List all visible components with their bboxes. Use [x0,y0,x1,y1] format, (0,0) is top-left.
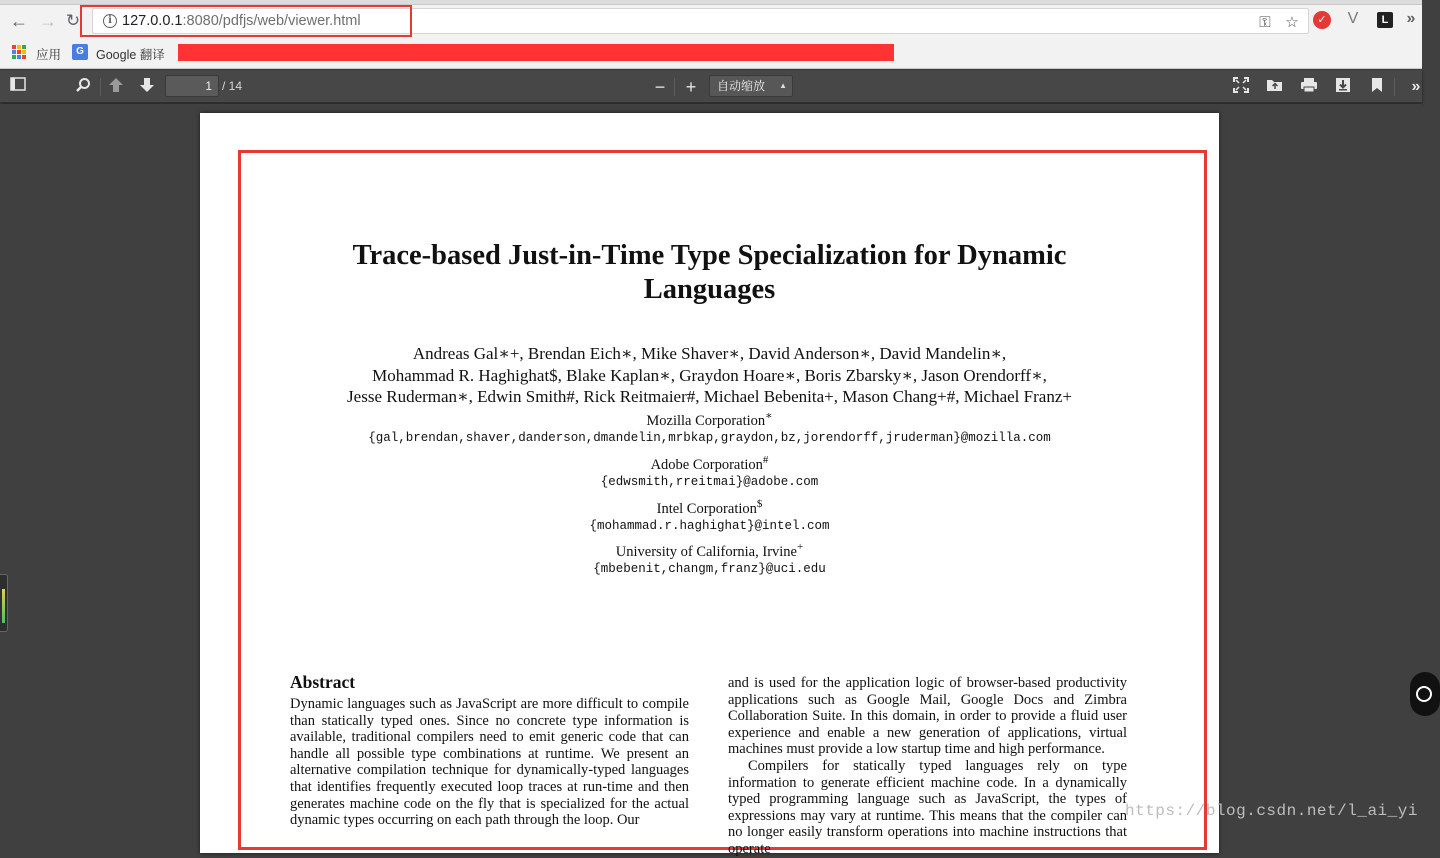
page-number-input[interactable]: 1 [165,75,219,97]
bookmark-apps[interactable]: 应用 [36,48,62,62]
extension-v-icon[interactable]: V [1347,10,1359,27]
body-paragraph: and is used for the application logic of browser-based productivity applications such as Google Mail, Google Docs and Zimbra Collaboration Suite. In this domain, in order to provide a fluid user experience and enable a new generation of applications, virtual machines must provide a low startup time and high performance. [728,675,1127,758]
toolbar-separator [100,78,101,96]
abstract-paragraph: Dynamic languages such as JavaScript are more difficult to compile than statically typed ones. Since no concrete type information is available, traditional compilers need to emit generic code that can handle all possible type combinations at runtime. We present an alternative compilation technique for dynamically-typed languages that identifies frequently executed loop traces at run-time and then generates machine code on the fly that is specialized for the actual dynamic types occurring on each path through the loop. Our [290,696,689,829]
google-translate-icon[interactable]: G [72,44,88,60]
paper-title [200,239,1219,307]
extension-l-icon[interactable]: L [1377,12,1393,28]
bookmark-icon[interactable] [1367,77,1387,97]
paper-title-line2: Languages [643,274,776,305]
abstract-heading: Abstract [290,672,356,692]
affiliation-name: Intel Corporation$ [656,498,763,517]
download-icon[interactable] [1333,77,1353,97]
chevron-updown-icon: ▲ [779,81,787,90]
zoom-out-button[interactable]: − [654,77,666,97]
pdf-page [200,113,1219,857]
pdf-viewer-container[interactable] [0,104,1422,857]
floating-circle-button[interactable] [1410,672,1440,716]
zoom-in-button[interactable]: + [685,77,697,97]
affiliation-email: {mohammad.r.haghighat}@intel.com [589,519,830,533]
more-extensions-icon[interactable]: » [1406,10,1416,27]
author-line: Andreas Gal∗+, Brendan Eich∗, Mike Shaver∗, David Anderson∗, David Mandelin∗, [412,344,1007,363]
watermark-text: https://blog.csdn.net/l_ai_yi [1125,802,1418,820]
affiliation-name: University of California, Irvine+ [615,541,804,560]
extension-red-icon[interactable]: ✓ [1313,11,1331,29]
side-panel-handle[interactable] [0,574,8,632]
star-icon[interactable]: ☆ [1285,14,1299,31]
url-path: :8080/pdfjs/web/viewer.html [182,13,361,29]
affiliation-name: Adobe Corporation# [650,454,769,473]
author-line: Jesse Ruderman∗, Edwin Smith#, Rick Reitmaier#, Michael Bebenita+, Mason Chang+#, Michael Franz+ [347,387,1072,406]
reload-icon[interactable]: ↻ [65,11,81,30]
intro-column [728,675,1127,858]
zoom-select[interactable] [709,75,793,97]
author-list [200,343,1219,408]
abstract-body [290,696,689,829]
body-paragraph: Compilers for statically typed languages rely on type information to generate efficient machine code. In a dynamically typed programming language such as JavaScript, the types of expressions may vary at runtime. This means that the compiler can no longer easily transform operations into machine instructions that operate [728,757,1127,857]
affiliation-email: {gal,brendan,shaver,danderson,dmandelin,mrbkap,graydon,bz,jorendorff,jruderman}@mozilla.com [368,431,1051,445]
bookmarks-bar [0,38,1422,69]
toolbar-separator [1394,78,1395,96]
forward-arrow-icon[interactable]: → [39,11,57,31]
info-icon[interactable]: i [103,14,117,28]
bookmark-google-translate[interactable]: Google 翻译 [96,48,165,62]
url-annotation-box [80,5,412,37]
affiliation-email: {mbebenit,changm,franz}@uci.edu [593,562,826,576]
back-arrow-icon[interactable]: ← [10,11,28,31]
key-icon[interactable]: ⚿ [1259,14,1271,31]
tools-menu-icon[interactable]: » [1411,78,1421,95]
zoom-select-value: 自动缩放 [717,79,766,93]
page-count: / 14 [222,79,243,93]
print-icon[interactable] [1299,77,1319,97]
paper-title-line1: Trace-based Just-in-Time Type Specialization for Dynamic [352,240,1067,271]
sidebar-toggle-icon[interactable] [8,77,28,97]
redacted-bookmarks [178,44,894,61]
author-line: Mohammad R. Haghighat$, Blake Kaplan∗, Graydon Hoare∗, Boris Zbarsky∗, Jason Orendorff∗, [372,365,1047,385]
url-host: 127.0.0.1 [122,13,183,29]
open-file-icon[interactable] [1265,77,1285,97]
affiliation-email: {edwsmith,rreitmai}@adobe.com [600,475,819,489]
apps-grid-icon[interactable] [12,45,26,59]
pdf-toolbar [0,70,1422,103]
address-toolbar [0,5,1422,38]
search-icon[interactable] [73,77,93,97]
toolbar-separator [674,78,675,96]
next-page-icon[interactable] [137,77,157,97]
affiliation-name: Mozilla Corporation∗ [646,410,773,429]
previous-page-icon[interactable] [106,77,126,97]
presentation-mode-icon[interactable] [1231,77,1251,97]
